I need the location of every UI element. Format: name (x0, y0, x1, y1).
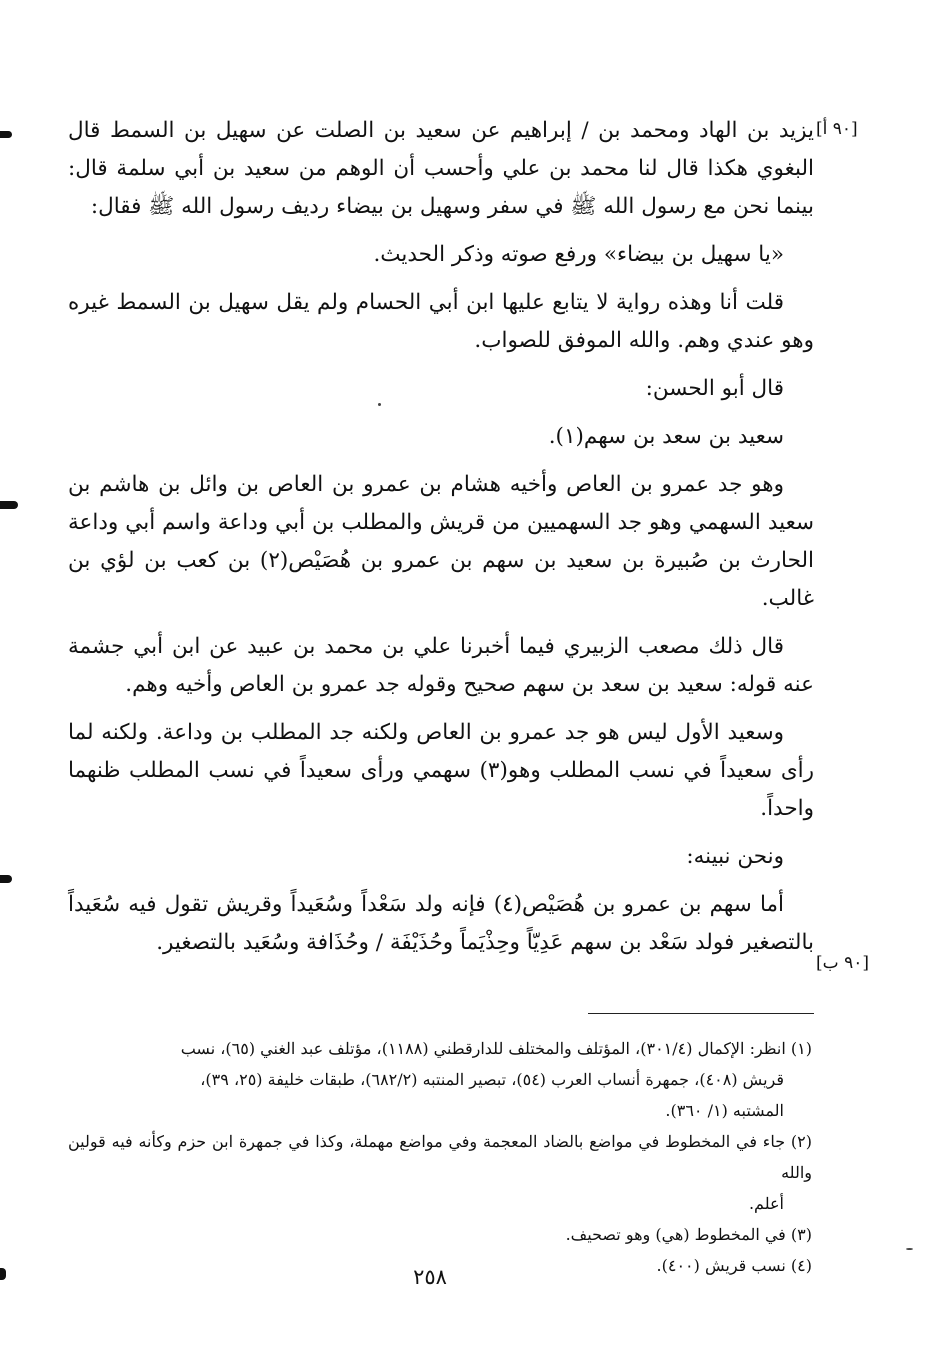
paragraph: وهو جد عمرو بن العاص وأخيه هشام بن عمرو بن العاص بن وائل بن هاشم بن سعيد السهمي وهو جد السهميين من قريش والمطلب بن أبي وداعة واسم أبي وداعة الحارث بن صُبيرة بن سعيد بن سهم بن عمرو بن هُصَيْص(٢) بن كعب بن لؤي بن غالب. (68, 472, 814, 611)
scan-speck (906, 1248, 913, 1250)
paragraph: وسعيد الأول ليس هو جد عمرو بن العاص ولكنه جد المطلب بن وداعة. ولكنه لما رأى سعيداً في نسب المطلب وهو(٣) سهمي ورأى سعيداً في نسب المطلب ظنهما واحداً. (68, 720, 814, 821)
main-text (68, 112, 814, 972)
footnote-line: (٣) في المخطوط (هي) وهو تصحيف. (565, 1225, 812, 1244)
paragraph: سعيد بن سعد بن سهم(١). (548, 424, 784, 449)
footnote-line: (٤) نسب قريش (٤٠٠). (656, 1256, 812, 1275)
footnote-line: قريش (٤٠٨)، جمهرة أنساب العرب (٥٤)، تبصير المنتبه (٦٨٢/٢)، طبقات خليفة (٢٥، ٣٩)، (200, 1070, 784, 1089)
footnotes (68, 1033, 812, 1281)
footnote-line: (١) انظر: الإكمال (٣٠١/٤)، المؤتلف والمختلف للدارقطني (١١٨٨)، مؤتلف عبد الغني (٦٥)، نسب (180, 1039, 812, 1058)
footnote-line: المشتبه (١/ ٣٦٠). (665, 1101, 784, 1120)
footnote-line: أعلم. (748, 1194, 784, 1213)
paragraph: قال أبو الحسن: (645, 376, 784, 401)
paragraph: قال ذلك مصعب الزبيري فيما أخبرنا علي بن محمد بن عبيد عن ابن أبي جشمة عنه قوله: سعيد بن سعد بن سهم صحيح وقوله جد عمرو بن العاص وأخيه وهم. (68, 634, 814, 697)
manuscript-folio-ref-bottom: [٩٠ ب] (816, 953, 869, 973)
paragraph: «يا سهيل بن بيضاء» ورفع صوته وذكر الحديث. (373, 242, 784, 267)
scan-edge-mark (0, 875, 12, 883)
paragraph: قلت أنا وهذه رواية لا يتابع عليها ابن أبي الحسام ولم يقل سهيل بن السمط غيره وهو عندي وهم. والله الموفق للصواب. (68, 290, 814, 353)
paragraph: يزيد بن الهاد ومحمد بن / إبراهيم عن سعيد بن الصلت عن سهيل بن السمط قال البغوي هكذا قال لنا محمد بن علي وأحسب أن الوهم من سعيد بن أبي سلمة قال: بينما نحن مع رسول الله ﷺ في سفر وسهيل بن بيضاء رديف رسول الله ﷺ فقال: (68, 118, 814, 219)
paragraph: أما سهم بن عمرو بن هُصَيْص(٤) فإنه ولد سَعْداً وسُعَيداً وقريش تقول فيه سُعَيداً بالتصغير فولد سَعْد بن سهم عَدِيّاً وحِذْيَماً وحُذَيْفَة / وحُذَافة وسُعَيد بالتصغير. (68, 892, 814, 955)
scan-edge-mark (0, 1268, 6, 1280)
manuscript-folio-ref-top: [٩٠ أ] (816, 119, 858, 139)
scan-edge-mark (0, 131, 12, 138)
scan-edge-mark (0, 501, 18, 509)
paragraph: ونحن نبينه: (686, 844, 784, 869)
page-number: ٢٥٨ (413, 1265, 447, 1289)
footnote-line: (٢) جاء في المخطوط في مواضع بالضاد المعجمة وفي مواضع مهملة، وكذا في جمهرة ابن حزم وكأنه فيه قولين والله (68, 1132, 812, 1182)
footnote-divider (588, 1013, 814, 1014)
